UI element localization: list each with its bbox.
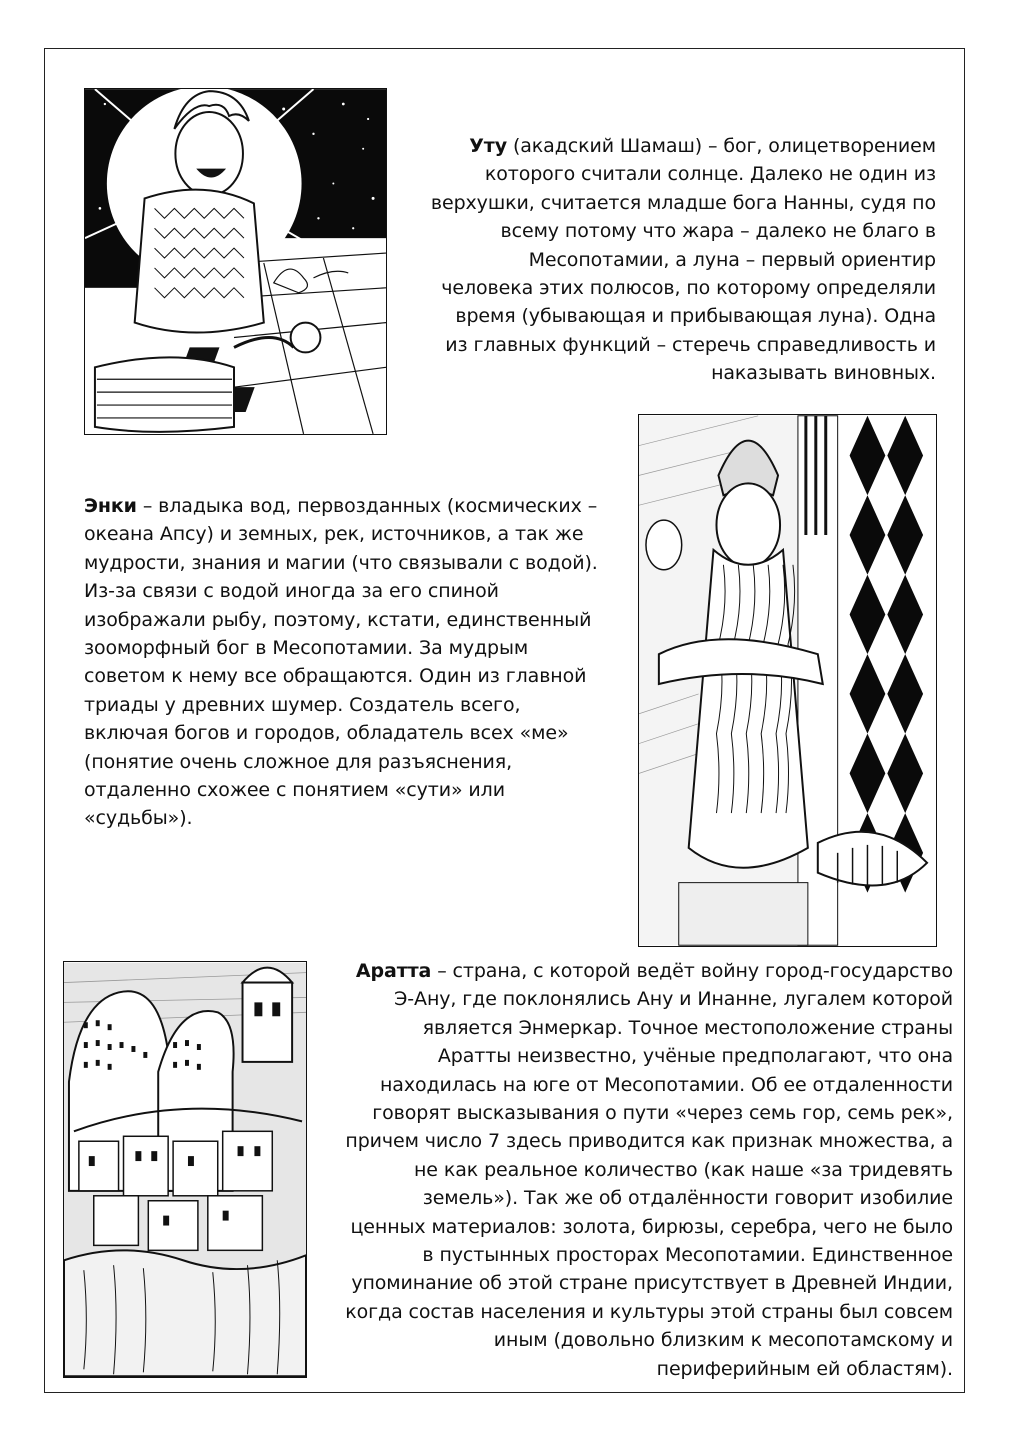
enki-line: «судьбы»). [84, 807, 193, 830]
enki-line: (понятие очень сложное для разъяснения, [84, 750, 513, 773]
utu-line: которого считали солнце. Далеко не один из [484, 163, 936, 186]
enki-title: Энки [84, 495, 137, 517]
utu-illustration [84, 88, 387, 435]
aratta-line: ценных материалов: золота, бирюзы, серебра, чего не было [350, 1215, 953, 1238]
utu-line: всему потому что жара – далеко не благо в [500, 220, 936, 243]
utu-line: человека этих полюсов, по которому определяли [441, 277, 936, 300]
utu-line: время (убывающая и прибывающая луна). Одна [455, 305, 936, 328]
aratta-line: когда состав населения и культуры этой страны был совсем [345, 1300, 953, 1323]
aratta-line: периферийным ей областям). [656, 1357, 953, 1380]
aratta-line: говорят высказывания о пути «через семь гор, семь рек», [372, 1102, 953, 1125]
aratta-line: причем число 7 здесь приводится как признак множества, а [345, 1130, 953, 1153]
enki-drawing [639, 415, 936, 946]
aratta-line: Аратта – страна, с которой ведёт войну город-государство [355, 960, 953, 982]
aratta-line: упоминание об этой стране присутствует в Древней Индии, [351, 1272, 953, 1295]
utu-line: верхушки, считается младше бога Нанны, судя по [430, 191, 936, 214]
aratta-drawing [64, 962, 306, 1377]
enki-line: включая богов и городов, обладатель всех «ме» [84, 722, 569, 745]
aratta-title: Аратта [355, 960, 432, 982]
enki-line: Энки – владыка вод, первозданных (космических – [84, 495, 598, 517]
utu-paragraph [396, 132, 936, 388]
aratta-line: находилась на юге от Месопотамии. Об ее отдаленности [379, 1073, 953, 1096]
enki-line: Из-за связи с водой иногда за его спиной [84, 580, 499, 603]
enki-line: триады у древних шумер. Создатель всего, [84, 693, 521, 716]
enki-illustration [638, 414, 937, 947]
enki-line: зооморфный бог в Месопотамии. За мудрым [84, 637, 529, 660]
aratta-line: Э-Ану, где поклонялись Ану и Инанне, лугалем которой [394, 988, 953, 1011]
enki-line: отдаленно схожее с понятием «сути» или [84, 779, 505, 802]
aratta-line: в пустынных просторах Месопотамии. Единственное [422, 1244, 953, 1267]
utu-line: Уту (акадский Шамаш) – бог, олицетворением [469, 135, 936, 157]
enki-line: советом к нему все обращаются. Один из главной [84, 665, 587, 688]
aratta-line: не как реальное количество (как наше «за тридевять [413, 1158, 953, 1181]
aratta-line: земель»). Так же об отдалённости говорит изобилие [422, 1187, 953, 1210]
utu-title: Уту [469, 135, 507, 157]
enki-paragraph [84, 492, 632, 833]
utu-line: Месопотамии, а луна – первый ориентир [528, 248, 936, 271]
enki-line: изображали рыбу, поэтому, кстати, единственный [84, 608, 592, 631]
aratta-line: является Энмеркар. Точное местоположение страны [422, 1016, 953, 1039]
utu-drawing [85, 89, 386, 434]
enki-line: мудрости, знания и магии (что связывали с водой). [84, 551, 598, 574]
aratta-paragraph [314, 957, 953, 1383]
utu-line: наказывать виновных. [711, 362, 936, 385]
aratta-line: Аратты неизвестно, учёные предполагают, что она [437, 1045, 953, 1068]
utu-line: из главных функций – стеречь справедливость и [445, 333, 936, 356]
enki-line: океана Апсу) и земных, рек, источников, а так же [84, 523, 584, 546]
aratta-line: иным (довольно близким к месопотамскому и [493, 1329, 953, 1352]
aratta-illustration [63, 961, 307, 1378]
